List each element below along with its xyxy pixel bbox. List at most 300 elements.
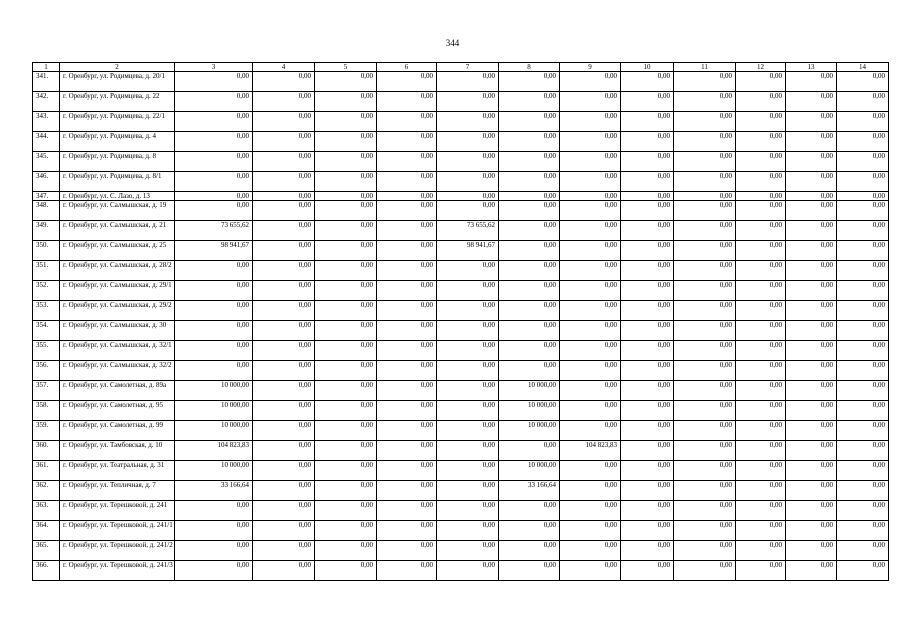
address-cell: г. Оренбург, ул. Салмышская, д. 19 <box>60 201 175 221</box>
value-cell-col-9: 0,00 <box>560 501 621 521</box>
value-cell-col-12: 0,00 <box>736 192 786 201</box>
value-cell-col-12: 0,00 <box>736 541 786 561</box>
value-cell-col-6: 0,00 <box>377 481 437 501</box>
value-cell-col-6: 0,00 <box>377 441 437 461</box>
column-header-7: 7 <box>437 63 499 72</box>
value-cell-col-8: 0,00 <box>499 192 560 201</box>
value-cell-col-13: 0,00 <box>786 72 837 92</box>
value-cell-col-13: 0,00 <box>786 132 837 152</box>
value-cell-col-8: 0,00 <box>499 221 560 241</box>
value-cell-col-8: 0,00 <box>499 152 560 172</box>
value-cell-col-6: 0,00 <box>377 192 437 201</box>
value-cell-col-6: 0,00 <box>377 421 437 441</box>
value-cell-col-7: 0,00 <box>437 541 499 561</box>
value-cell-col-4: 0,00 <box>253 172 315 192</box>
value-cell-col-14: 0,00 <box>837 192 889 201</box>
value-cell-col-9: 0,00 <box>560 72 621 92</box>
value-cell-col-13: 0,00 <box>786 241 837 261</box>
value-cell-col-4: 0,00 <box>253 361 315 381</box>
value-cell-col-4: 0,00 <box>253 92 315 112</box>
value-cell-col-8: 33 166,64 <box>499 481 560 501</box>
value-cell-col-14: 0,00 <box>837 152 889 172</box>
value-cell-col-6: 0,00 <box>377 521 437 541</box>
value-cell-col-11: 0,00 <box>674 301 736 321</box>
value-cell-col-4: 0,00 <box>253 72 315 92</box>
row-number: 342. <box>33 92 60 112</box>
value-cell-col-3: 10 000,00 <box>175 461 253 481</box>
value-cell-col-8: 10 000,00 <box>499 461 560 481</box>
value-cell-col-7: 73 655,62 <box>437 221 499 241</box>
value-cell-col-11: 0,00 <box>674 221 736 241</box>
table-row <box>33 561 889 581</box>
table-row <box>33 152 889 172</box>
value-cell-col-9: 0,00 <box>560 192 621 201</box>
value-cell-col-3: 0,00 <box>175 201 253 221</box>
address-cell: г. Оренбург, ул. Салмышская, д. 29/1 <box>60 281 175 301</box>
value-cell-col-7: 0,00 <box>437 152 499 172</box>
value-cell-col-6: 0,00 <box>377 281 437 301</box>
column-header-8: 8 <box>499 63 560 72</box>
value-cell-col-7: 0,00 <box>437 501 499 521</box>
value-cell-col-11: 0,00 <box>674 361 736 381</box>
value-cell-col-10: 0,00 <box>621 461 674 481</box>
value-cell-col-3: 0,00 <box>175 361 253 381</box>
value-cell-col-3: 10 000,00 <box>175 421 253 441</box>
value-cell-col-8: 0,00 <box>499 561 560 581</box>
address-cell: г. Оренбург, ул. Салмышская, д. 25 <box>60 241 175 261</box>
value-cell-col-10: 0,00 <box>621 521 674 541</box>
table-row <box>33 281 889 301</box>
value-cell-col-14: 0,00 <box>837 401 889 421</box>
row-number: 345. <box>33 152 60 172</box>
address-cell: г. Оренбург, ул. Салмышская, д. 28/2 <box>60 261 175 281</box>
value-cell-col-6: 0,00 <box>377 541 437 561</box>
column-header-13: 13 <box>786 63 837 72</box>
value-cell-col-9: 0,00 <box>560 421 621 441</box>
value-cell-col-4: 0,00 <box>253 261 315 281</box>
value-cell-col-9: 0,00 <box>560 341 621 361</box>
value-cell-col-9: 0,00 <box>560 561 621 581</box>
value-cell-col-3: 0,00 <box>175 192 253 201</box>
value-cell-col-14: 0,00 <box>837 321 889 341</box>
value-cell-col-8: 0,00 <box>499 72 560 92</box>
value-cell-col-5: 0,00 <box>315 421 377 441</box>
table-row <box>33 221 889 241</box>
value-cell-col-12: 0,00 <box>736 241 786 261</box>
value-cell-col-10: 0,00 <box>621 301 674 321</box>
value-cell-col-12: 0,00 <box>736 421 786 441</box>
value-cell-col-12: 0,00 <box>736 132 786 152</box>
value-cell-col-13: 0,00 <box>786 281 837 301</box>
value-cell-col-10: 0,00 <box>621 541 674 561</box>
value-cell-col-11: 0,00 <box>674 112 736 132</box>
value-cell-col-3: 0,00 <box>175 112 253 132</box>
value-cell-col-10: 0,00 <box>621 92 674 112</box>
value-cell-col-4: 0,00 <box>253 241 315 261</box>
page-number: 344 <box>445 38 460 48</box>
address-cell: г. Оренбург, ул. Салмышская, д. 29/2 <box>60 301 175 321</box>
address-cell: г. Оренбург, ул. Салмышская, д. 30 <box>60 321 175 341</box>
row-number: 363. <box>33 501 60 521</box>
value-cell-col-5: 0,00 <box>315 341 377 361</box>
value-cell-col-14: 0,00 <box>837 132 889 152</box>
value-cell-col-11: 0,00 <box>674 201 736 221</box>
value-cell-col-7: 0,00 <box>437 281 499 301</box>
value-cell-col-5: 0,00 <box>315 261 377 281</box>
value-cell-col-5: 0,00 <box>315 241 377 261</box>
address-cell: г. Оренбург, ул. Театральная, д. 31 <box>60 461 175 481</box>
value-cell-col-10: 0,00 <box>621 341 674 361</box>
value-cell-col-6: 0,00 <box>377 401 437 421</box>
value-cell-col-6: 0,00 <box>377 72 437 92</box>
column-header-6: 6 <box>377 63 437 72</box>
value-cell-col-4: 0,00 <box>253 541 315 561</box>
value-cell-col-8: 0,00 <box>499 321 560 341</box>
value-cell-col-9: 0,00 <box>560 152 621 172</box>
value-cell-col-3: 0,00 <box>175 321 253 341</box>
table-row <box>33 541 889 561</box>
value-cell-col-4: 0,00 <box>253 481 315 501</box>
table-row <box>33 241 889 261</box>
value-cell-col-13: 0,00 <box>786 301 837 321</box>
value-cell-col-5: 0,00 <box>315 541 377 561</box>
value-cell-col-11: 0,00 <box>674 501 736 521</box>
value-cell-col-7: 0,00 <box>437 201 499 221</box>
value-cell-col-12: 0,00 <box>736 72 786 92</box>
table-header <box>33 63 889 72</box>
value-cell-col-5: 0,00 <box>315 321 377 341</box>
value-cell-col-5: 0,00 <box>315 201 377 221</box>
value-cell-col-13: 0,00 <box>786 561 837 581</box>
table-row <box>33 72 889 92</box>
row-number: 354. <box>33 321 60 341</box>
value-cell-col-9: 0,00 <box>560 541 621 561</box>
address-cell: г. Оренбург, ул. Самолетная, д. 99 <box>60 421 175 441</box>
row-number: 360. <box>33 441 60 461</box>
value-cell-col-3: 0,00 <box>175 341 253 361</box>
value-cell-col-6: 0,00 <box>377 341 437 361</box>
value-cell-col-10: 0,00 <box>621 112 674 132</box>
value-cell-col-11: 0,00 <box>674 132 736 152</box>
value-cell-col-9: 104 823,83 <box>560 441 621 461</box>
value-cell-col-12: 0,00 <box>736 92 786 112</box>
value-cell-col-9: 0,00 <box>560 521 621 541</box>
value-cell-col-14: 0,00 <box>837 112 889 132</box>
value-cell-col-8: 10 000,00 <box>499 421 560 441</box>
value-cell-col-6: 0,00 <box>377 261 437 281</box>
address-cell: г. Оренбург, ул. Терешковой, д. 241/1 <box>60 521 175 541</box>
value-cell-col-14: 0,00 <box>837 461 889 481</box>
value-cell-col-3: 0,00 <box>175 92 253 112</box>
value-cell-col-10: 0,00 <box>621 421 674 441</box>
value-cell-col-14: 0,00 <box>837 341 889 361</box>
value-cell-col-11: 0,00 <box>674 72 736 92</box>
value-cell-col-3: 0,00 <box>175 152 253 172</box>
value-cell-col-5: 0,00 <box>315 221 377 241</box>
value-cell-col-10: 0,00 <box>621 321 674 341</box>
value-cell-col-9: 0,00 <box>560 321 621 341</box>
table-row <box>33 172 889 192</box>
column-header-2: 2 <box>60 63 175 72</box>
value-cell-col-7: 0,00 <box>437 172 499 192</box>
value-cell-col-12: 0,00 <box>736 441 786 461</box>
column-header-14: 14 <box>837 63 889 72</box>
value-cell-col-12: 0,00 <box>736 361 786 381</box>
value-cell-col-12: 0,00 <box>736 152 786 172</box>
value-cell-col-12: 0,00 <box>736 521 786 541</box>
value-cell-col-12: 0,00 <box>736 501 786 521</box>
value-cell-col-7: 0,00 <box>437 72 499 92</box>
value-cell-col-9: 0,00 <box>560 281 621 301</box>
value-cell-col-6: 0,00 <box>377 92 437 112</box>
row-number: 352. <box>33 281 60 301</box>
value-cell-col-3: 0,00 <box>175 281 253 301</box>
value-cell-col-8: 0,00 <box>499 501 560 521</box>
value-cell-col-7: 0,00 <box>437 92 499 112</box>
table-row <box>33 112 889 132</box>
value-cell-col-10: 0,00 <box>621 152 674 172</box>
value-cell-col-13: 0,00 <box>786 421 837 441</box>
value-cell-col-4: 0,00 <box>253 221 315 241</box>
value-cell-col-9: 0,00 <box>560 92 621 112</box>
value-cell-col-14: 0,00 <box>837 301 889 321</box>
value-cell-col-8: 0,00 <box>499 261 560 281</box>
value-cell-col-8: 10 000,00 <box>499 381 560 401</box>
value-cell-col-14: 0,00 <box>837 501 889 521</box>
value-cell-col-5: 0,00 <box>315 521 377 541</box>
value-cell-col-4: 0,00 <box>253 132 315 152</box>
value-cell-col-4: 0,00 <box>253 561 315 581</box>
value-cell-col-13: 0,00 <box>786 261 837 281</box>
row-number: 347. <box>33 192 60 201</box>
value-cell-col-8: 0,00 <box>499 441 560 461</box>
value-cell-col-10: 0,00 <box>621 381 674 401</box>
value-cell-col-10: 0,00 <box>621 361 674 381</box>
address-cell: г. Оренбург, ул. Родимцева, д. 22 <box>60 92 175 112</box>
row-number: 351. <box>33 261 60 281</box>
value-cell-col-4: 0,00 <box>253 321 315 341</box>
value-cell-col-7: 0,00 <box>437 521 499 541</box>
value-cell-col-11: 0,00 <box>674 281 736 301</box>
value-cell-col-7: 0,00 <box>437 301 499 321</box>
address-cell: г. Оренбург, ул. Родимцева, д. 22/1 <box>60 112 175 132</box>
value-cell-col-8: 0,00 <box>499 341 560 361</box>
value-cell-col-9: 0,00 <box>560 201 621 221</box>
value-cell-col-9: 0,00 <box>560 112 621 132</box>
value-cell-col-12: 0,00 <box>736 561 786 581</box>
value-cell-col-13: 0,00 <box>786 401 837 421</box>
value-cell-col-6: 0,00 <box>377 132 437 152</box>
row-number: 358. <box>33 401 60 421</box>
value-cell-col-7: 98 941,67 <box>437 241 499 261</box>
value-cell-col-5: 0,00 <box>315 112 377 132</box>
value-cell-col-12: 0,00 <box>736 301 786 321</box>
address-cell: г. Оренбург, ул. Салмышская, д. 32/1 <box>60 341 175 361</box>
address-cell: г. Оренбург, ул. Терешковой, д. 241/2 <box>60 541 175 561</box>
value-cell-col-9: 0,00 <box>560 132 621 152</box>
value-cell-col-7: 0,00 <box>437 321 499 341</box>
value-cell-col-3: 73 655,62 <box>175 221 253 241</box>
value-cell-col-8: 0,00 <box>499 92 560 112</box>
value-cell-col-6: 0,00 <box>377 201 437 221</box>
address-cell: г. Оренбург, ул. Терешковой, д. 241 <box>60 501 175 521</box>
value-cell-col-12: 0,00 <box>736 321 786 341</box>
value-cell-col-12: 0,00 <box>736 112 786 132</box>
address-cell: г. Оренбург, ул. Самолетная, д. 95 <box>60 401 175 421</box>
value-cell-col-6: 0,00 <box>377 361 437 381</box>
address-cell: г. Оренбург, ул. Салмышская, д. 32/2 <box>60 361 175 381</box>
value-cell-col-14: 0,00 <box>837 281 889 301</box>
value-cell-col-13: 0,00 <box>786 221 837 241</box>
value-cell-col-10: 0,00 <box>621 241 674 261</box>
table-row <box>33 192 889 201</box>
value-cell-col-7: 0,00 <box>437 441 499 461</box>
address-cell: г. Оренбург, ул. Тамбовская, д. 10 <box>60 441 175 461</box>
value-cell-col-13: 0,00 <box>786 441 837 461</box>
value-cell-col-13: 0,00 <box>786 92 837 112</box>
row-number: 349. <box>33 221 60 241</box>
value-cell-col-3: 0,00 <box>175 501 253 521</box>
value-cell-col-7: 0,00 <box>437 381 499 401</box>
value-cell-col-12: 0,00 <box>736 172 786 192</box>
value-cell-col-3: 0,00 <box>175 261 253 281</box>
value-cell-col-13: 0,00 <box>786 541 837 561</box>
value-cell-col-10: 0,00 <box>621 192 674 201</box>
row-number: 353. <box>33 301 60 321</box>
value-cell-col-5: 0,00 <box>315 401 377 421</box>
value-cell-col-12: 0,00 <box>736 381 786 401</box>
value-cell-col-5: 0,00 <box>315 481 377 501</box>
value-cell-col-12: 0,00 <box>736 461 786 481</box>
row-number: 346. <box>33 172 60 192</box>
value-cell-col-8: 0,00 <box>499 541 560 561</box>
row-number: 356. <box>33 361 60 381</box>
address-cell: г. Оренбург, ул. Салмышская, д. 21 <box>60 221 175 241</box>
value-cell-col-14: 0,00 <box>837 261 889 281</box>
row-number: 359. <box>33 421 60 441</box>
value-cell-col-8: 0,00 <box>499 112 560 132</box>
value-cell-col-8: 0,00 <box>499 281 560 301</box>
value-cell-col-14: 0,00 <box>837 481 889 501</box>
value-cell-col-6: 0,00 <box>377 381 437 401</box>
value-cell-col-5: 0,00 <box>315 381 377 401</box>
value-cell-col-3: 0,00 <box>175 521 253 541</box>
table-row <box>33 521 889 541</box>
column-header-10: 10 <box>621 63 674 72</box>
value-cell-col-11: 0,00 <box>674 401 736 421</box>
value-cell-col-3: 0,00 <box>175 132 253 152</box>
value-cell-col-3: 0,00 <box>175 72 253 92</box>
value-cell-col-4: 0,00 <box>253 381 315 401</box>
value-cell-col-5: 0,00 <box>315 132 377 152</box>
column-header-1: 1 <box>33 63 60 72</box>
value-cell-col-6: 0,00 <box>377 321 437 341</box>
value-cell-col-3: 98 941,67 <box>175 241 253 261</box>
value-cell-col-7: 0,00 <box>437 341 499 361</box>
table-row <box>33 301 889 321</box>
value-cell-col-3: 0,00 <box>175 301 253 321</box>
row-number: 361. <box>33 461 60 481</box>
value-cell-col-11: 0,00 <box>674 541 736 561</box>
table-row <box>33 421 889 441</box>
value-cell-col-13: 0,00 <box>786 461 837 481</box>
value-cell-col-4: 0,00 <box>253 112 315 132</box>
column-header-5: 5 <box>315 63 377 72</box>
value-cell-col-7: 0,00 <box>437 461 499 481</box>
value-cell-col-4: 0,00 <box>253 152 315 172</box>
value-cell-col-14: 0,00 <box>837 521 889 541</box>
value-cell-col-6: 0,00 <box>377 152 437 172</box>
value-cell-col-5: 0,00 <box>315 441 377 461</box>
value-cell-col-13: 0,00 <box>786 112 837 132</box>
value-cell-col-13: 0,00 <box>786 481 837 501</box>
value-cell-col-5: 0,00 <box>315 561 377 581</box>
address-cell: г. Оренбург, ул. Родимцева, д. 8 <box>60 152 175 172</box>
data-table <box>32 62 889 581</box>
value-cell-col-9: 0,00 <box>560 261 621 281</box>
value-cell-col-11: 0,00 <box>674 341 736 361</box>
value-cell-col-7: 0,00 <box>437 421 499 441</box>
value-cell-col-9: 0,00 <box>560 361 621 381</box>
value-cell-col-14: 0,00 <box>837 92 889 112</box>
value-cell-col-11: 0,00 <box>674 381 736 401</box>
value-cell-col-14: 0,00 <box>837 441 889 461</box>
table-row <box>33 401 889 421</box>
value-cell-col-12: 0,00 <box>736 201 786 221</box>
value-cell-col-10: 0,00 <box>621 281 674 301</box>
value-cell-col-10: 0,00 <box>621 221 674 241</box>
value-cell-col-11: 0,00 <box>674 261 736 281</box>
value-cell-col-6: 0,00 <box>377 561 437 581</box>
value-cell-col-9: 0,00 <box>560 381 621 401</box>
table-row <box>33 441 889 461</box>
value-cell-col-8: 0,00 <box>499 361 560 381</box>
value-cell-col-10: 0,00 <box>621 561 674 581</box>
value-cell-col-5: 0,00 <box>315 501 377 521</box>
table-body <box>33 72 889 581</box>
row-number: 355. <box>33 341 60 361</box>
value-cell-col-5: 0,00 <box>315 92 377 112</box>
value-cell-col-3: 33 166,64 <box>175 481 253 501</box>
address-cell: г. Оренбург, ул. Родимцева, д. 8/1 <box>60 172 175 192</box>
value-cell-col-13: 0,00 <box>786 361 837 381</box>
value-cell-col-9: 0,00 <box>560 241 621 261</box>
value-cell-col-10: 0,00 <box>621 441 674 461</box>
value-cell-col-11: 0,00 <box>674 521 736 541</box>
value-cell-col-8: 0,00 <box>499 301 560 321</box>
value-cell-col-12: 0,00 <box>736 221 786 241</box>
value-cell-col-11: 0,00 <box>674 561 736 581</box>
value-cell-col-10: 0,00 <box>621 72 674 92</box>
value-cell-col-3: 0,00 <box>175 172 253 192</box>
value-cell-col-9: 0,00 <box>560 301 621 321</box>
row-number: 362. <box>33 481 60 501</box>
value-cell-col-3: 10 000,00 <box>175 401 253 421</box>
table-row <box>33 321 889 341</box>
value-cell-col-5: 0,00 <box>315 281 377 301</box>
value-cell-col-10: 0,00 <box>621 401 674 421</box>
table-row <box>33 201 889 221</box>
value-cell-col-3: 104 823,83 <box>175 441 253 461</box>
table-row <box>33 92 889 112</box>
value-cell-col-13: 0,00 <box>786 321 837 341</box>
value-cell-col-11: 0,00 <box>674 421 736 441</box>
address-cell: г. Оренбург, ул. Родимцева, д. 4 <box>60 132 175 152</box>
value-cell-col-12: 0,00 <box>736 341 786 361</box>
value-cell-col-7: 0,00 <box>437 192 499 201</box>
value-cell-col-9: 0,00 <box>560 172 621 192</box>
table-row <box>33 461 889 481</box>
